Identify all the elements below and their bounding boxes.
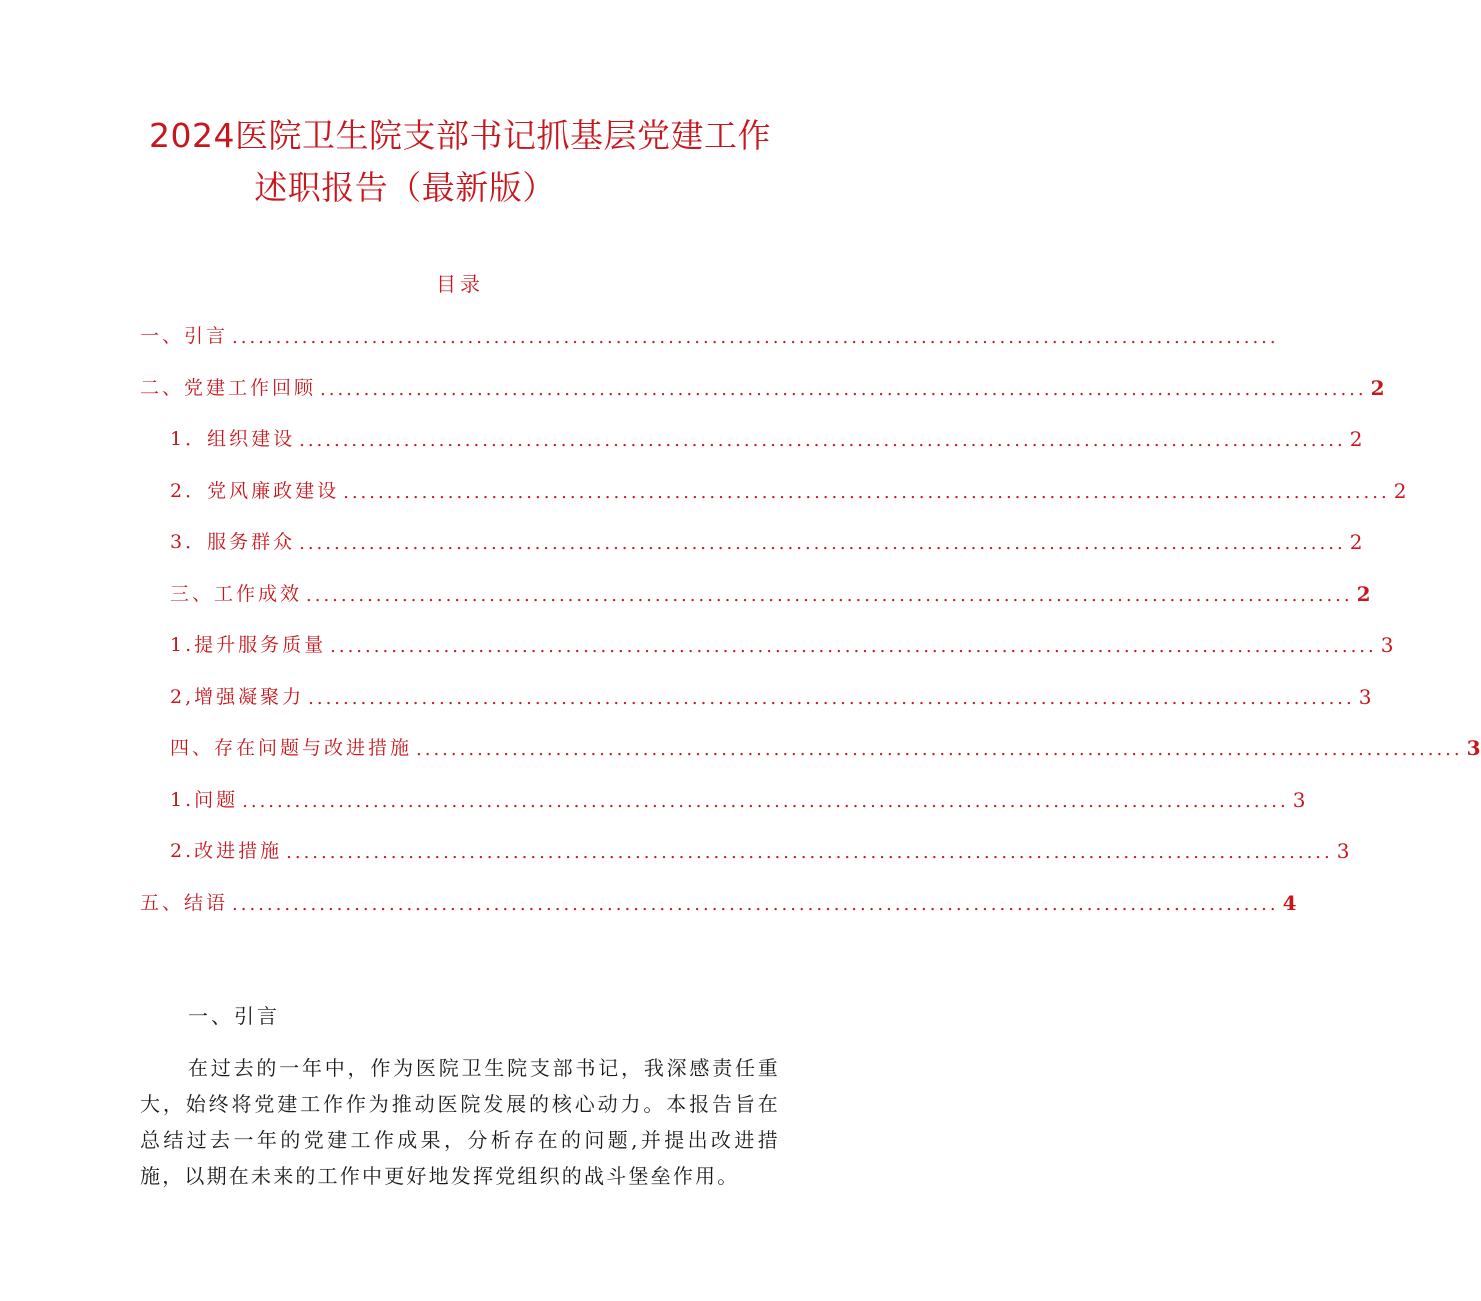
toc-entry-label: 四、存在问题与改进措施 <box>170 737 413 759</box>
toc-leader-dots: ........................................................................................................................ <box>308 687 1355 709</box>
toc-entry[interactable] <box>170 473 1407 503</box>
toc-entry[interactable] <box>170 679 1372 709</box>
toc-entry[interactable] <box>140 318 1279 348</box>
toc-leader-dots: ........................................................................................................................ <box>320 378 1367 400</box>
toc-leader-dots: ........................................................................................................................ <box>343 481 1390 503</box>
toc-entry-page: 3 <box>1380 633 1394 657</box>
toc-entry-page: 3 <box>1466 736 1481 760</box>
toc-entry-page: 3 <box>1292 787 1306 812</box>
toc-entry[interactable] <box>170 730 1481 760</box>
document-title-line1: 2024医院卫生院支部书记抓基层党建工作 <box>149 116 771 155</box>
toc-leader-dots: ........................................................................................................................ <box>416 739 1463 760</box>
toc-entry-label: 三、工作成效 <box>170 582 303 605</box>
toc-entry-page: 2 <box>1393 478 1407 503</box>
toc-entry[interactable] <box>140 370 1385 400</box>
toc-entry-label: 一、引言 <box>140 325 229 347</box>
toc-entry-page: 2 <box>1349 427 1363 451</box>
toc-entry-label: 3．服务群众 <box>170 531 296 553</box>
toc-leader-dots: ........................................................................................................................ <box>232 893 1279 915</box>
toc-entry-page: 3 <box>1358 684 1372 709</box>
document-title-line2: 述职报告（最新版） <box>254 168 556 207</box>
toc-entry-page: 2 <box>1349 530 1363 554</box>
toc-entry-label: 2,增强凝聚力 <box>170 685 305 708</box>
toc-entry-page: 4 <box>1282 890 1297 915</box>
toc-leader-dots: ........................................................................................................................ <box>232 327 1279 348</box>
toc-entry-label: 2．党风廉政建设 <box>170 479 340 502</box>
toc-entry-page: 2 <box>1370 375 1385 400</box>
toc-entry[interactable] <box>170 833 1350 863</box>
toc-entry-label: 五、结语 <box>140 891 229 914</box>
toc-entry-label: 1.问题 <box>170 788 239 811</box>
toc-entry[interactable] <box>170 627 1394 657</box>
toc-entry[interactable] <box>170 576 1371 606</box>
toc-entry[interactable] <box>140 885 1297 915</box>
toc-entry[interactable] <box>170 421 1363 451</box>
section-heading: 一、引言 <box>188 1004 280 1028</box>
toc-leader-dots: ........................................................................................................................ <box>299 533 1346 554</box>
toc-heading: 目录 <box>436 272 484 296</box>
toc-leader-dots: ........................................................................................................................ <box>330 636 1377 657</box>
toc-leader-dots: ........................................................................................................................ <box>306 584 1353 606</box>
toc-entry[interactable] <box>170 524 1363 554</box>
toc-entry-label: 二、党建工作回顾 <box>140 376 317 399</box>
toc-leader-dots: ........................................................................................................................ <box>299 430 1346 451</box>
toc-entry[interactable] <box>170 782 1306 812</box>
toc-entry-label: 1.提升服务质量 <box>170 634 327 656</box>
toc-leader-dots: ........................................................................................................................ <box>242 790 1289 812</box>
toc-entry-page: 3 <box>1336 839 1350 863</box>
toc-entry-label: 2.改进措施 <box>170 840 283 862</box>
toc-entry-label: 1．组织建设 <box>170 428 296 450</box>
toc-leader-dots: ........................................................................................................................ <box>286 842 1333 863</box>
body-paragraph: 在过去的一年中，作为医院卫生院支部书记，我深感责任重大，始终将党建工作作为推动医院发展的核心动力。本报告旨在总结过去一年的党建工作成果，分析存在的问题,并提出改进措施，以期在未来的工作中更好地发挥党组织的战斗堡垒作用。 <box>140 1056 780 1188</box>
toc-entry-page: 2 <box>1356 581 1371 606</box>
